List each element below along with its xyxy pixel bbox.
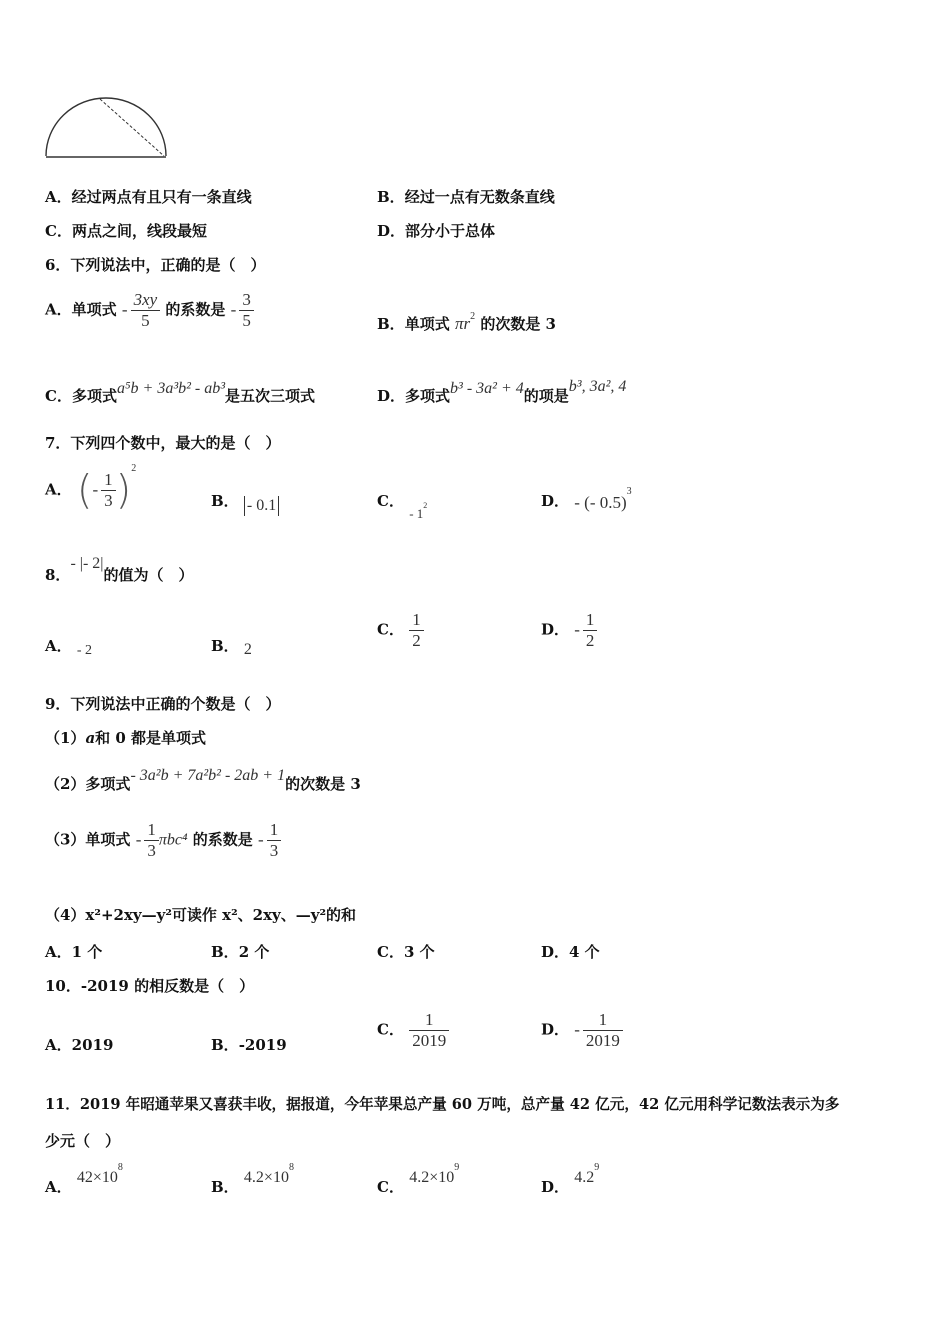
q9-option-d[interactable]: D．4 个 <box>541 943 600 961</box>
q8d-fraction: $\frac{1}{2}$ <box>583 610 598 651</box>
q10d-fraction: $\frac{1}{2019}$ <box>583 1010 623 1051</box>
q8-stem: 8．- |- 2|的值为（ ） <box>45 555 194 584</box>
q7-option-a[interactable]: A． (- $\frac{1}{3}$ )$^2$ <box>45 462 137 514</box>
q9-stem: 9．下列说法中正确的个数是（ ） <box>45 695 281 713</box>
q10-option-b[interactable]: B．-2019 <box>211 1036 287 1054</box>
q11-option-d[interactable]: D． $4.2^9$ <box>541 1162 600 1196</box>
q7-stem: 7．下列四个数中，最大的是（ ） <box>45 434 281 452</box>
q10-stem: 10．-2019 的相反数是（ ） <box>45 977 255 995</box>
q9-statement-3: （3）单项式 - $\frac{1}{3}$ πbc⁴ 的系数是 - $\frac{1}{3}$ <box>45 820 281 861</box>
q9-option-b[interactable]: B．2 个 <box>211 943 270 961</box>
q11-stem-line1: 11．2019 年昭通苹果又喜获丰收，据报道，今年苹果总产量 60 万吨，总产量 42 亿元，42 亿元用科学记数法表示为多 <box>45 1096 840 1113</box>
q9-statement-1: （1）a和 0 都是单项式 <box>45 729 207 747</box>
q7-option-b[interactable]: B． - 0.1 <box>211 490 279 512</box>
q7-option-d[interactable]: D． - (- 0.5)$^3$ <box>541 486 632 512</box>
q9-option-a[interactable]: A．1 个 <box>45 943 103 961</box>
q10c-fraction: $\frac{1}{2019}$ <box>409 1010 449 1051</box>
q6a-coef-fraction: $\frac{3}{5}$ <box>239 290 254 331</box>
q10-option-d[interactable]: D． - $\frac{1}{2019}$ <box>541 1010 623 1051</box>
q8-option-c[interactable]: C． $\frac{1}{2}$ <box>377 610 424 651</box>
q5-option-c[interactable]: C．两点之间，线段最短 <box>45 222 207 240</box>
q6a-fraction: $\frac{3xy}{5}$ <box>131 290 161 331</box>
q8-option-d[interactable]: D． - $\frac{1}{2}$ <box>541 610 597 651</box>
q11-option-c[interactable]: C． $4.2\times 10^9$ <box>377 1162 460 1196</box>
q11-option-a[interactable]: A． $42\times 10^8$ <box>45 1162 123 1196</box>
q7-option-c[interactable]: C． - $1^2$ <box>377 492 428 521</box>
q5-option-b[interactable]: B．经过一点有无数条直线 <box>377 188 555 206</box>
q11-stem-line2: 少元（ ） <box>45 1132 121 1150</box>
q9-option-c[interactable]: C．3 个 <box>377 943 435 961</box>
q9s3-fraction: $\frac{1}{3}$ <box>144 820 159 861</box>
q6-option-a[interactable]: A．单项式 - $\frac{3xy}{5}$ 的系数是 - $\frac{3}{5}$ <box>45 290 254 331</box>
q8-option-a[interactable]: A． - 2 <box>45 637 93 658</box>
q7a-fraction: $\frac{1}{3}$ <box>101 470 116 511</box>
q5-option-d[interactable]: D．部分小于总体 <box>377 222 496 240</box>
semicircle-figure <box>44 96 168 162</box>
q11-option-b[interactable]: B． $4.2\times 10^8$ <box>211 1162 294 1196</box>
q8c-fraction: $\frac{1}{2}$ <box>409 610 424 651</box>
q6-option-c[interactable]: C．多项式a⁵b + 3a³b² - ab³是五次三项式 <box>45 380 316 405</box>
q6-stem: 6．下列说法中，正确的是（ ） <box>45 256 266 274</box>
q6-option-b[interactable]: B．单项式 $\pi r^2$ 的次数是 3 <box>377 311 556 333</box>
q9-statement-4: （4）x²+2xy—y²可读作 x²、2xy、—y²的和 <box>45 906 357 924</box>
q9s3-coef-fraction: $\frac{1}{3}$ <box>267 820 282 861</box>
q10-option-c[interactable]: C． $\frac{1}{2019}$ <box>377 1010 449 1051</box>
q5-option-a[interactable]: A．经过两点有且只有一条直线 <box>45 188 252 206</box>
q9-statement-2: （2）多项式- 3a²b + 7a²b² - 2ab + 1的次数是 3 <box>45 767 361 793</box>
q6-option-d[interactable]: D．多项式b³ - 3a² + 4的项是b³, 3a², 4 <box>377 378 627 405</box>
q8-option-b[interactable]: B． 2 <box>211 637 252 658</box>
q10-option-a[interactable]: A．2019 <box>45 1036 114 1054</box>
